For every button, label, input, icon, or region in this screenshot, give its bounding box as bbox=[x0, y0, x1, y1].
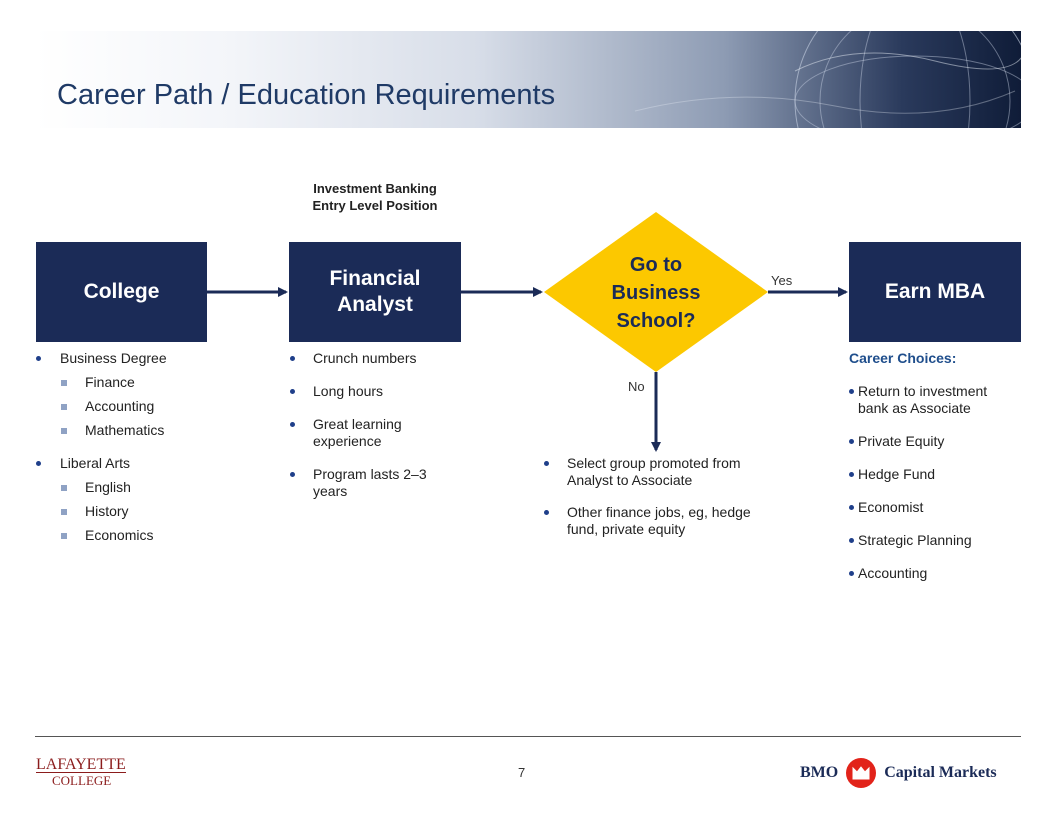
career-choice-text: Private Equity bbox=[858, 433, 945, 449]
bmo-text: BMO bbox=[800, 764, 839, 781]
bullet-dot bbox=[849, 571, 854, 576]
bullet-square bbox=[61, 509, 67, 515]
list-item bbox=[543, 455, 773, 489]
lafayette-logo-line1: LAFAYETTE bbox=[36, 756, 126, 773]
college-subitem-text: History bbox=[85, 503, 129, 519]
college-label: College bbox=[83, 280, 160, 303]
bullet-dot bbox=[849, 505, 854, 510]
college-list bbox=[35, 350, 215, 544]
analyst-list bbox=[289, 350, 461, 500]
bullet-dot bbox=[849, 472, 854, 477]
career-choice-text: Economist bbox=[858, 499, 924, 515]
list-item bbox=[849, 466, 1021, 483]
career-choice-text: Return to investment bank as Associate bbox=[858, 383, 988, 416]
decision-label: Go to Business School? bbox=[611, 254, 701, 332]
bullet-square bbox=[61, 533, 67, 539]
page-title: Career Path / Education Requirements bbox=[57, 79, 556, 111]
bullet-dot bbox=[849, 538, 854, 543]
list-item bbox=[543, 504, 773, 538]
list-item bbox=[35, 398, 215, 415]
no-path-item-text: Select group promoted from Analyst to Associate bbox=[567, 455, 741, 488]
list-item bbox=[849, 565, 1021, 582]
bullet-square bbox=[61, 404, 67, 410]
bullet-dot bbox=[36, 356, 41, 361]
no-path-list bbox=[543, 455, 773, 538]
career-choice-text: Accounting bbox=[858, 565, 928, 581]
bullet-dot bbox=[290, 389, 295, 394]
career-choice-text: Strategic Planning bbox=[858, 532, 972, 548]
bullet-dot bbox=[36, 461, 41, 466]
financial-analyst-label: Financial Analyst bbox=[329, 267, 421, 316]
no-label: No bbox=[628, 379, 645, 394]
bullet-dot bbox=[290, 422, 295, 427]
analyst-item-text: Program lasts 2–3 years bbox=[313, 466, 427, 499]
lafayette-logo-line2: COLLEGE bbox=[36, 772, 126, 788]
bullet-square bbox=[61, 485, 67, 491]
career-choice-text: Hedge Fund bbox=[858, 466, 936, 482]
bullet-dot bbox=[544, 461, 549, 466]
footer-rule bbox=[35, 736, 1021, 737]
bullet-dot bbox=[849, 439, 854, 444]
no-path-item-text: Other finance jobs, eg, hedge fund, private equity bbox=[567, 504, 751, 537]
list-item bbox=[849, 499, 1021, 516]
college-subitem-text: Mathematics bbox=[85, 422, 165, 438]
bullet-dot bbox=[290, 472, 295, 477]
list-item bbox=[35, 422, 215, 439]
college-subitem-text: Economics bbox=[85, 527, 154, 543]
list-item bbox=[35, 527, 215, 544]
analyst-item-text: Great learning experience bbox=[313, 416, 402, 449]
yes-label: Yes bbox=[771, 273, 793, 288]
list-item bbox=[289, 416, 461, 450]
bullet-square bbox=[61, 380, 67, 386]
career-choices-list bbox=[849, 383, 1021, 582]
list-item bbox=[849, 532, 1021, 549]
list-item bbox=[35, 374, 215, 391]
list-item bbox=[35, 350, 215, 367]
bullet-dot bbox=[544, 510, 549, 515]
college-item-text: Business Degree bbox=[60, 350, 167, 366]
list-item bbox=[849, 433, 1021, 450]
bmo-roundel-icon bbox=[846, 758, 876, 788]
earn-mba-label: Earn MBA bbox=[884, 280, 986, 303]
college-subitem-text: English bbox=[85, 479, 131, 495]
list-item bbox=[35, 479, 215, 496]
page-number: 7 bbox=[518, 765, 526, 780]
college-item-text: Liberal Arts bbox=[60, 455, 131, 471]
list-item bbox=[289, 383, 461, 400]
capital-markets-text: Capital Markets bbox=[884, 764, 997, 781]
entry-level-caption: Investment Banking Entry Level Position bbox=[312, 181, 438, 213]
analyst-item-text: Crunch numbers bbox=[313, 350, 417, 366]
analyst-item-text: Long hours bbox=[313, 383, 384, 399]
list-item bbox=[849, 383, 1021, 417]
bullet-dot bbox=[290, 356, 295, 361]
list-item bbox=[289, 466, 461, 500]
career-choices-title: Career Choices: bbox=[849, 350, 957, 366]
college-subitem-text: Accounting bbox=[85, 398, 155, 414]
college-subitem-text: Finance bbox=[85, 374, 135, 390]
lafayette-logo bbox=[36, 757, 126, 788]
list-item bbox=[35, 455, 215, 472]
bmo-logo bbox=[800, 758, 997, 788]
bullet-dot bbox=[849, 389, 854, 394]
list-item bbox=[35, 503, 215, 520]
bullet-square bbox=[61, 428, 67, 434]
list-item bbox=[289, 350, 461, 367]
